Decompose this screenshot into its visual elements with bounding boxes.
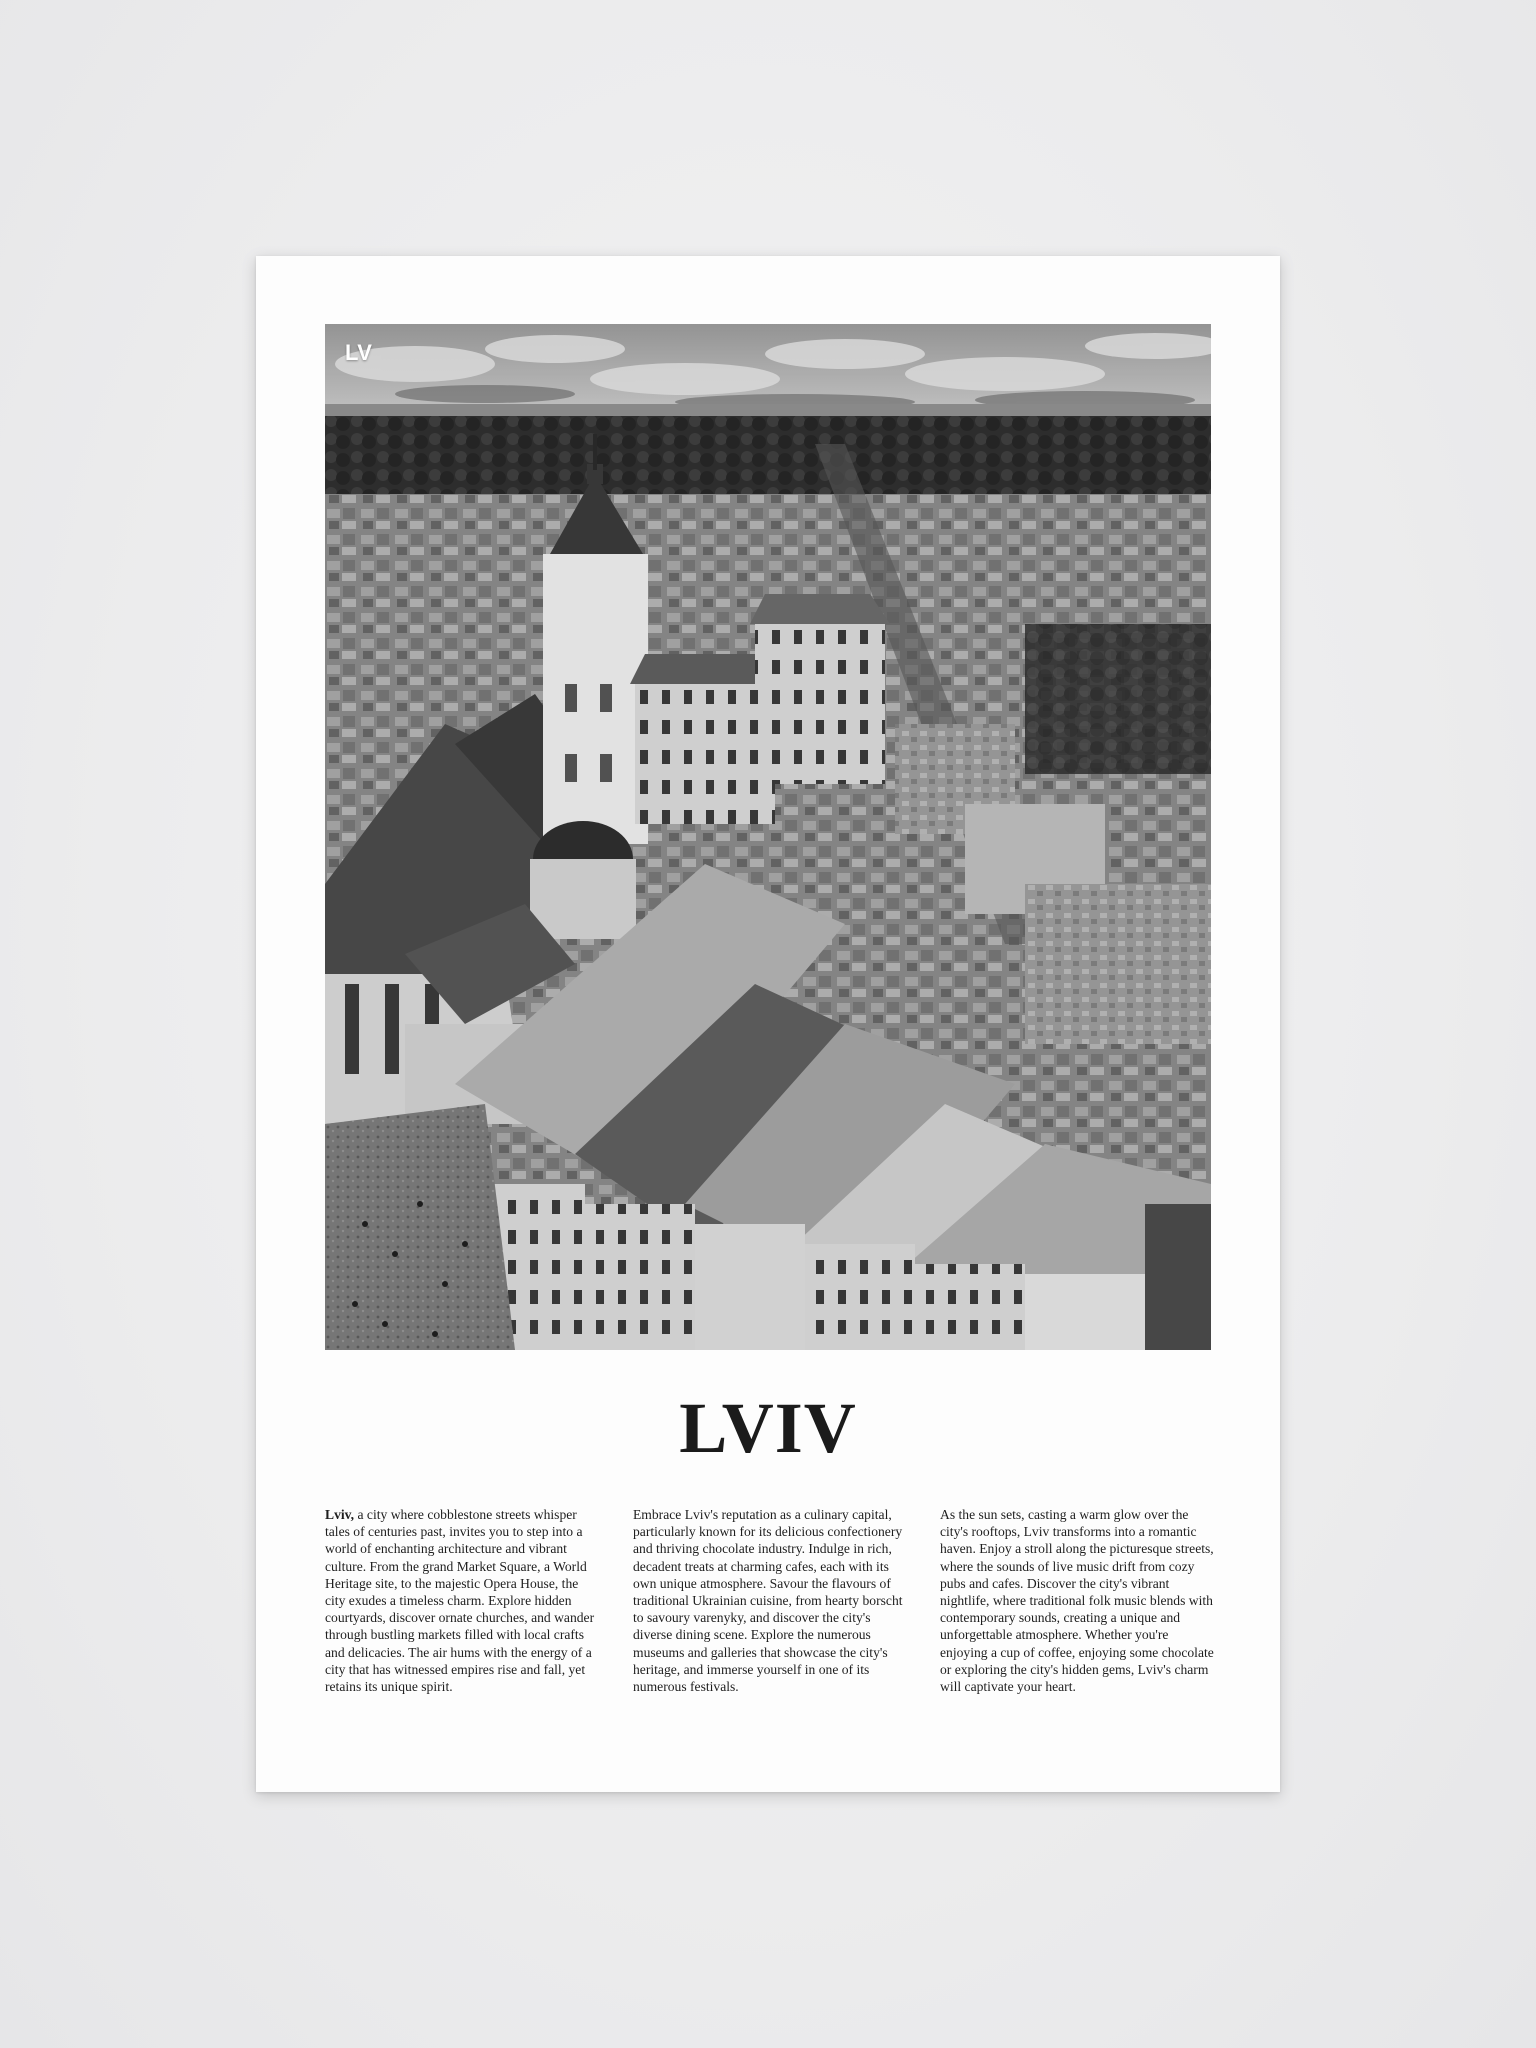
city-code-badge: LV bbox=[345, 340, 373, 365]
city-photo bbox=[325, 324, 1211, 1350]
poster-title: LVIV bbox=[679, 1388, 857, 1468]
poster-print bbox=[256, 256, 1280, 1792]
column-2-text: Embrace Lviv's reputation as a culinary capital, particularly known for its delicious confectionery and thriving chocolate industry. Indulge in rich, decadent treats at charming cafes, each with its own unique atmosphere. Savour the flavours of traditional Ukrainian cuisine, from hearty borscht to savoury varenyky, and discover the city's diverse dining scene. Explore the numerous museums and galleries that showcase the city's heritage, and immerse yourself in one of its numerous festivals. bbox=[633, 1507, 903, 1695]
column-3-text: As the sun sets, casting a warm glow over the city's rooftops, Lviv transforms into a romantic haven. Enjoy a stroll along the picturesque streets, where the sounds of live music drift from cozy pubs and cafes. Discover the city's vibrant nightlife, where traditional folk music blends with contemporary sounds, creating a unique and unforgettable atmosphere. Whether you're enjoying a cup of coffee, enjoying some chocolate or exploring the city's hidden gems, Lviv's charm will captivate your heart. bbox=[940, 1507, 1214, 1695]
text-column-2 bbox=[633, 1506, 909, 1695]
aerial-city-image bbox=[325, 324, 1211, 1350]
text-column-3 bbox=[940, 1506, 1216, 1695]
column-1-text: a city where cobblestone streets whisper tales of centuries past, invites you to step into a world of enchanting architecture and vibrant culture. From the grand Market Square, a World Heritage site, to the majestic Opera House, the city exudes a timeless charm. Explore hidden courtyards, discover ornate churches, and wander through bustling markets filled with local crafts and delicacies. The air hums with the energy of a city that has witnessed empires rise and fall, yet retains its unique spirit. bbox=[325, 1507, 595, 1695]
text-column-1 bbox=[325, 1506, 601, 1695]
lead-word: Lviv, bbox=[325, 1507, 355, 1522]
